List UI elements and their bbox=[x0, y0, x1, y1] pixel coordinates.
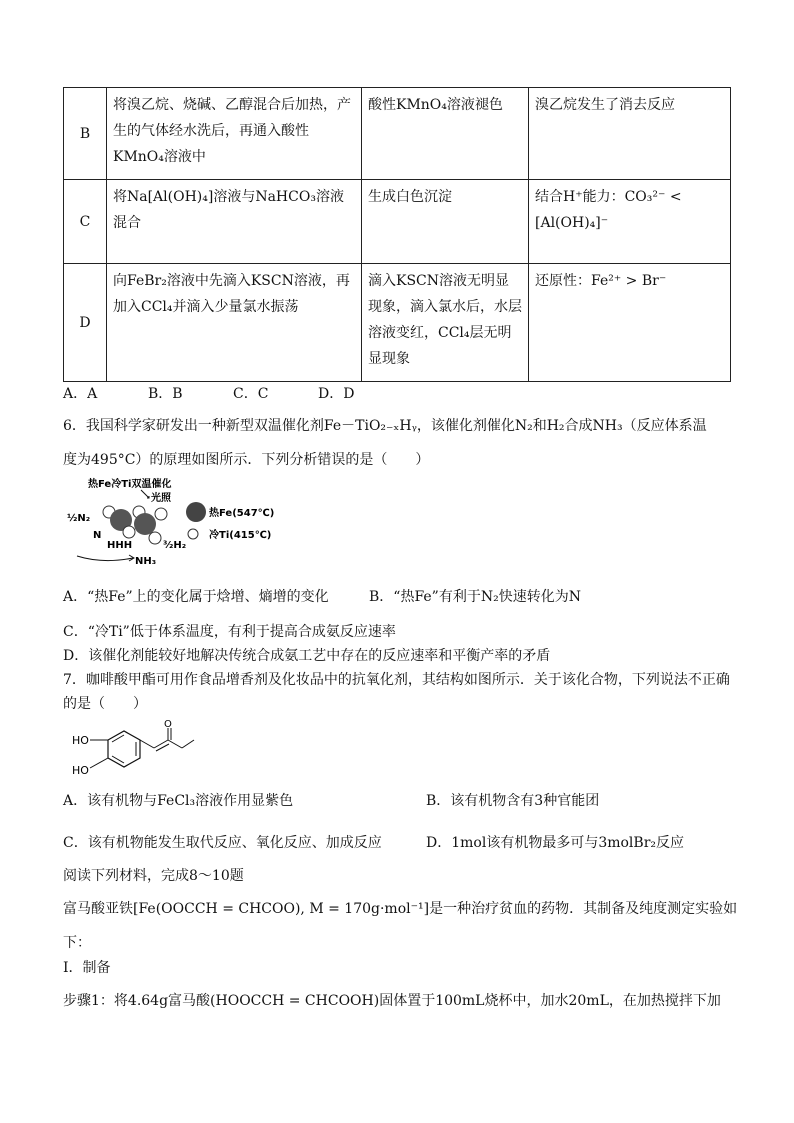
option-b: B．B bbox=[148, 386, 183, 402]
q6-option-a: A．“热Fe”上的变化属于焓增、熵增的变化 bbox=[63, 589, 329, 605]
conclusion-cell: 还原性：Fe²⁺ > Br⁻ bbox=[529, 264, 731, 382]
hydroxyl-label: HO bbox=[72, 764, 89, 777]
fe-atom bbox=[134, 513, 156, 535]
light-label: 光照 bbox=[151, 493, 171, 504]
reading-intro: 阅读下列材料，完成8～10题 bbox=[63, 868, 244, 884]
option-d: D．D bbox=[318, 386, 355, 402]
reading-line2: 下： bbox=[63, 935, 91, 951]
legend-hot-label: 热Fe(547℃) bbox=[209, 508, 275, 519]
operation-cell: 将Na[Al(OH)₄]溶液与NaHCO₃溶液混合 bbox=[107, 180, 362, 264]
nh3-label: NH₃ bbox=[135, 556, 157, 567]
operation-cell: 向FeBr₂溶液中先滴入KSCN溶液，再加入CCl₄并滴入少量氯水振荡 bbox=[107, 264, 362, 382]
row-label: D bbox=[64, 264, 107, 382]
n-label: N bbox=[93, 530, 102, 541]
option-c: C．C bbox=[233, 386, 269, 402]
table-row bbox=[64, 264, 731, 382]
q6-stem-line1: 6．我国科学家研发出一种新型双温催化剂Fe－TiO₂₋ₓHᵧ，该催化剂催化N₂和H₂合成NH₃（反应体系温 bbox=[63, 418, 707, 434]
diagram-title: 热Fe冷Ti双温催化 bbox=[88, 479, 172, 490]
q7-option-a: A．该有机物与FeCl₃溶液作用显紫色 bbox=[63, 793, 294, 809]
product-arrow bbox=[77, 556, 133, 561]
section-heading: I．制备 bbox=[63, 960, 111, 976]
q7-option-d: D．1mol该有机物最多可与3molBr₂反应 bbox=[426, 835, 684, 851]
benzene-ring bbox=[108, 731, 140, 767]
conclusion-cell: 溴乙烷发生了消去反应 bbox=[529, 88, 731, 180]
legend-hot-fe-icon bbox=[186, 502, 206, 522]
ti-atom bbox=[155, 508, 167, 520]
hydroxyl-label: HO bbox=[72, 734, 89, 747]
q7-option-b: B．该有机物含有3种官能团 bbox=[426, 793, 600, 809]
q7-stem-line1: 7．咖啡酸甲酯可用作食品增香剂及化妆品中的抗氧化剂，其结构如图所示．关于该化合物，下列说法不正确 bbox=[63, 672, 730, 688]
row-label: B bbox=[64, 88, 107, 180]
carbonyl-oxygen-label: O bbox=[164, 720, 172, 730]
q7-stem-line2: 的是（ ） bbox=[63, 696, 147, 712]
legend-cold-ti-icon bbox=[188, 529, 198, 539]
operation-cell: 将溴乙烷、烧碱、乙醇混合后加热，产生的气体经水洗后，再通入酸性KMnO₄溶液中 bbox=[107, 88, 362, 180]
ti-atom bbox=[149, 532, 161, 544]
q7-option-c: C．该有机物能发生取代反应、氧化反应、加成反应 bbox=[63, 835, 382, 851]
light-arrow bbox=[141, 490, 149, 498]
phenomenon-cell: 滴入KSCN溶液无明显现象，滴入氯水后，水层溶液变红，CCl₄层无明显现象 bbox=[362, 264, 529, 382]
experiment-table bbox=[63, 87, 731, 382]
table-row bbox=[64, 180, 731, 264]
q6-option-c: C．“冷Ti”低于体系温度，有利于提高合成氨反应速率 bbox=[63, 624, 396, 640]
q5-options bbox=[63, 383, 354, 405]
q6-stem-line2: 度为495°C）的原理如图所示．下列分析错误的是（ ） bbox=[63, 452, 430, 468]
reading-line1: 富马酸亚铁[Fe(OOCCH = CHCOO), M = 170g·mol⁻¹]是一种治疗贫血的药物．其制备及纯度测定实验如 bbox=[63, 901, 738, 917]
row-label: C bbox=[64, 180, 107, 264]
q6-option-d: D．该催化剂能较好地解决传统合成氨工艺中存在的反应速率和平衡产率的矛盾 bbox=[63, 648, 551, 664]
ti-atom bbox=[123, 526, 135, 538]
phenomenon-cell: 生成白色沉淀 bbox=[362, 180, 529, 264]
catalysis-diagram bbox=[63, 476, 283, 568]
conclusion-cell: 结合H⁺能力：CO₃²⁻ < [Al(OH)₄]⁻ bbox=[529, 180, 731, 264]
phenomenon-cell: 酸性KMnO₄溶液褪色 bbox=[362, 88, 529, 180]
caffeic-acid-methyl-ester-structure bbox=[68, 720, 198, 782]
legend-cold-label: 冷Ti(415℃) bbox=[209, 530, 272, 541]
q6-option-b: B．“热Fe”有利于N₂快速转化为N bbox=[369, 589, 581, 605]
n2-label: ½N₂ bbox=[67, 513, 91, 524]
h2-label: ³⁄₂H₂ bbox=[163, 540, 187, 551]
table-row bbox=[64, 88, 731, 180]
hhh-label: HHH bbox=[107, 540, 133, 551]
option-a: A．A bbox=[63, 386, 98, 402]
step1-text: 步骤1：将4.64g富马酸(HOOCCH = CHCOOH)固体置于100mL烧杯中，加水20mL，在加热搅拌下加 bbox=[63, 993, 721, 1009]
